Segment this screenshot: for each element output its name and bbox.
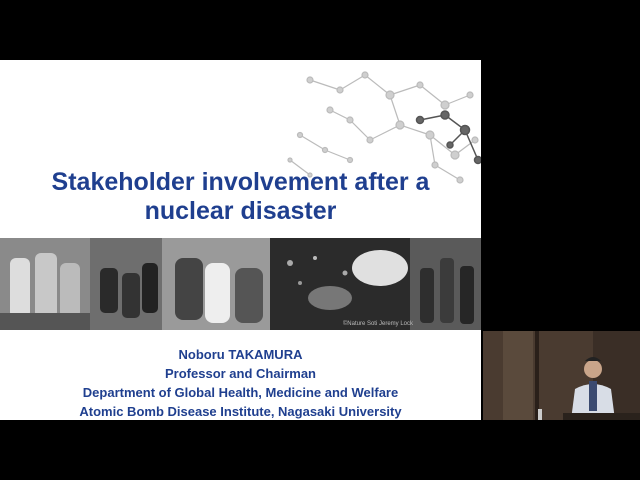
title-line-1: Stakeholder involvement after a xyxy=(51,168,430,196)
collage-photos xyxy=(0,238,481,330)
presenter-institute: Atomic Bomb Disease Institute, Nagasaki University xyxy=(79,404,402,419)
speaker-image xyxy=(483,331,640,420)
presenter-position: Professor and Chairman xyxy=(165,366,316,381)
speaker-video-thumbnail[interactable] xyxy=(483,331,640,420)
presenter-info xyxy=(0,345,481,420)
photo-collage xyxy=(0,238,481,330)
presenter-name: Noboru TAKAMURA xyxy=(178,347,303,362)
presentation-slide xyxy=(0,60,481,420)
title-line-2: nuclear disaster xyxy=(144,197,337,225)
slide-title xyxy=(0,168,481,226)
presenter-department: Department of Global Health, Medicine and Welfare xyxy=(82,385,399,400)
photo-credit: ©Nature Soti Jeremy Lock xyxy=(342,321,413,327)
